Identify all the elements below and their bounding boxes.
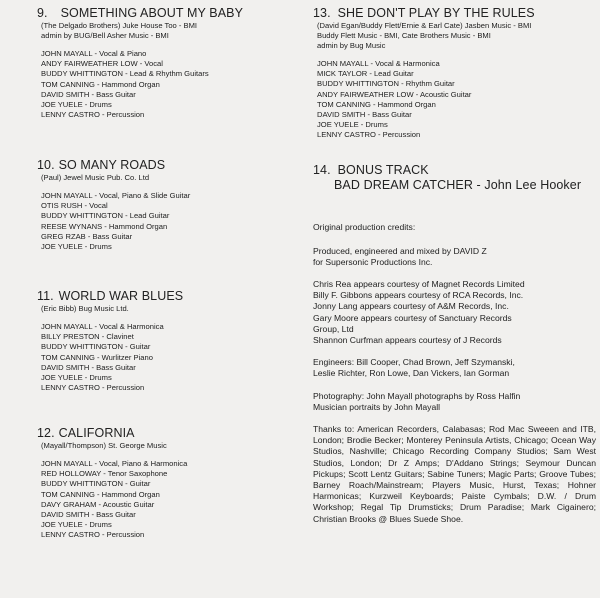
credit-line: BILLY PRESTON - Clavinet [41,332,134,342]
credit-line: JOHN MAYALL - Vocal & Piano [41,49,147,58]
track-writers: (The Delgado Brothers) Juke House Too - BMI [41,21,198,30]
track-number: 12. [37,426,55,440]
appearances: Chris Rea appears courtesy of Magnet Records Limited Billy F. Gibbons appears courtesy of RCA Records, Inc. Jonny Lang appears courtesy of A&M Records, Inc. Gary Moore appears courtesy of Sanctuary Records Group, Ltd Shannon Curfman appears courtesy of J Records [313,279,525,346]
credit-line: MICK TAYLOR - Lead Guitar [317,69,414,79]
credit-line: GREG RZAB - Bass Guitar [41,231,133,241]
credit-line: LENNY CASTRO - Percussion [41,383,145,393]
thanks: Thanks to: American Recorders, Calabasas; Rod Mac Sweeen and ITB, London; Brodie Becker; Monterey Peninsula Artists, Chicago; Ocean Way Studios, Nashville; Chicago Recording Company Studios; Sam West Studios, London; Dr Z Amps; D'Addano Strings; Seymour Duncan Pickups; Scott Lentz Guitars; Sabine Tuners; Magic Parts; Groove Tubes; Barney Roach/Mainstream; Players Music, Hurst, Texas; Hohner Harmonicas; Kurzweil Keyboards; Paiste Cymbals; D.W. / Drum Workshop; Regal Tip Drumsticks; Drum Paradise; Mark Cigainero; Christian Brooks @ Blues Suede Shoe. [313,424,596,524]
credit-line: JOE YUELE - Drums [41,100,112,110]
credit-line: BUDDY WHITTINGTON - Rhythm Guitar [317,79,455,89]
track-number: 9. [37,6,48,20]
credit-line: DAVID SMITH - Bass Guitar [41,89,136,99]
track-title: SHE DON'T PLAY BY THE RULES [337,6,535,20]
track-13 [313,6,596,141]
credit-line: JOHN MAYALL - Vocal, Piano & Harmonica [41,459,188,468]
track-number: 13. [313,6,331,20]
track-title: SO MANY ROADS [58,158,166,172]
credit-line: BUDDY WHITTINGTON - Lead Guitar [41,211,170,221]
track-title: SOMETHING ABOUT MY BABY [60,6,244,20]
track-writers: Buddy Flett Music - BMI, Cate Brothers Music - BMI [317,31,491,40]
engineers: Engineers: Bill Cooper, Chad Brown, Jeff Szymanski, Leslie Richter, Ron Lowe, Dan Vickers, Ian Gorman [313,357,515,379]
credit-line: DAVY GRAHAM - Acoustic Guitar [41,499,155,509]
credit-line: BUDDY WHITTINGTON - Lead & Rhythm Guitars [41,69,209,79]
track-artist: - John Lee Hooker [472,178,582,192]
credit-line: DAVID SMITH - Bass Guitar [317,110,412,120]
track-11 [37,289,297,393]
photography: Photography: John Mayall photographs by Ross Halfin Musician portraits by John Mayall [313,391,521,413]
credit-line: DAVID SMITH - Bass Guitar [41,362,136,372]
credit-line: REESE WYNANS - Hammond Organ [41,221,168,231]
credit-line: JOHN MAYALL - Vocal, Piano & Slide Guitar [41,191,191,200]
credit-line: JOE YUELE - Drums [41,373,112,383]
credit-line: RED HOLLOWAY - Tenor Saxophone [41,469,168,479]
track-writers: (Mayall/Thompson) St. George Music [41,441,167,450]
track-14 [313,163,596,193]
credit-line: ANDY FAIRWEATHER LOW - Vocal [41,59,163,69]
credit-line: BUDDY WHITTINGTON - Guitar [41,479,151,489]
credit-line: TOM CANNING - Hammond Organ [41,489,160,499]
track-12 [37,426,297,541]
track-10 [37,158,297,252]
credit-line: JOHN MAYALL - Vocal & Harmonica [41,322,164,331]
track-number: 14. [313,163,331,177]
credit-line: DAVID SMITH - Bass Guitar [41,510,136,520]
track-subtitle: BAD DREAM CATCHER [334,178,473,192]
track-9 [37,6,297,120]
credit-line: LENNY CASTRO - Percussion [41,110,145,120]
credit-line: TOM CANNING - Wurlitzer Piano [41,352,153,362]
track-title: CALIFORNIA [58,426,135,440]
credit-line: OTIS RUSH - Vocal [41,201,108,211]
original-credits: Original production credits: [313,222,416,232]
credit-line: ANDY FAIRWEATHER LOW - Acoustic Guitar [317,89,472,99]
track-writers: admin by BUG/Bell Asher Music - BMI [41,31,169,40]
track-title: BONUS TRACK [337,163,429,177]
track-writers: (Eric Bibb) Bug Music Ltd. [41,304,129,313]
credit-line: JOE YUELE - Drums [41,520,112,530]
produced-by: Produced, engineered and mixed by DAVID Z for Supersonic Productions Inc. [313,246,487,268]
track-title: WORLD WAR BLUES [58,289,184,303]
credit-line: BUDDY WHITTINGTON - Guitar [41,342,151,352]
credit-line: LENNY CASTRO - Percussion [41,530,145,540]
track-writers: admin by Bug Music [317,41,386,50]
credit-line: LENNY CASTRO - Percussion [317,130,421,140]
credit-line: TOM CANNING - Hammond Organ [317,99,436,109]
track-number: 11. [37,289,54,303]
track-writers: (David Egan/Buddy Flett/Ernie & Earl Cate) Jasben Music - BMI [317,21,532,30]
track-writers: (Paul) Jewel Music Pub. Co. Ltd [41,173,150,182]
credit-line: JOE YUELE - Drums [317,120,388,130]
credit-line: TOM CANNING - Hammond Organ [41,79,160,89]
credit-line: JOE YUELE - Drums [41,242,112,252]
track-number: 10. [37,158,55,172]
credit-line: JOHN MAYALL - Vocal & Harmonica [317,59,440,68]
